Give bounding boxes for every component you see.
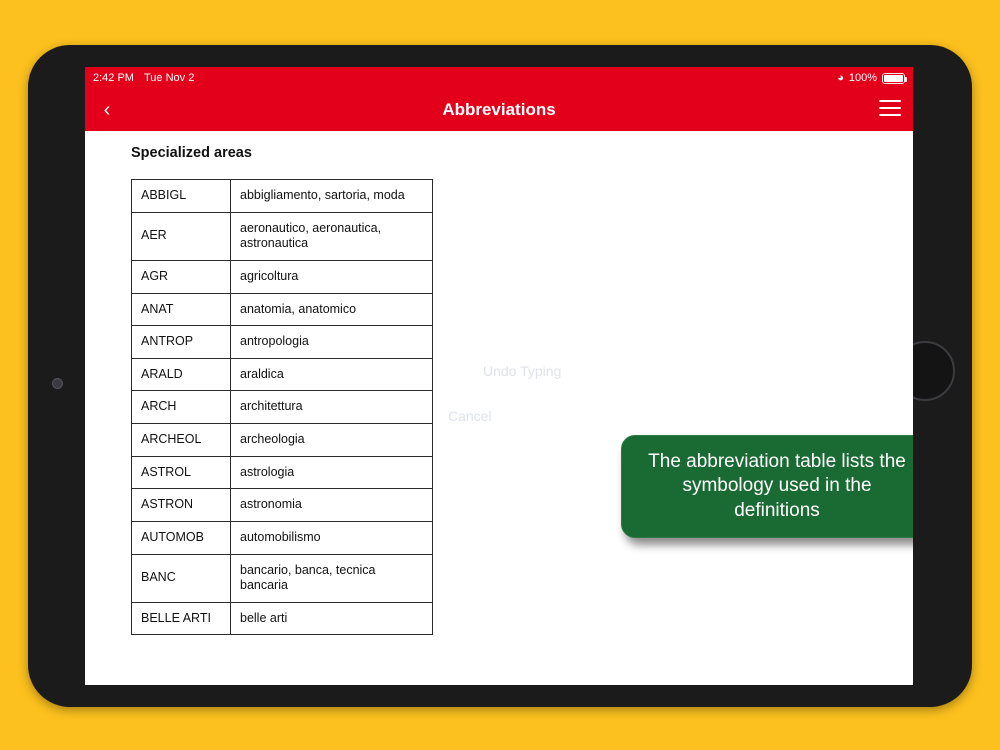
table-cell-meaning: astronomia — [231, 489, 433, 522]
tablet-device-frame — [28, 45, 972, 707]
table-cell-meaning: astrologia — [231, 456, 433, 489]
table-cell-meaning: architettura — [231, 391, 433, 424]
status-date: Tue Nov 2 — [143, 72, 195, 84]
tablet-screen — [85, 67, 913, 685]
table-cell-abbreviation: BELLE ARTI — [132, 602, 231, 635]
status-bar — [85, 67, 913, 89]
wifi-icon: ◕ — [837, 72, 844, 84]
table-cell-abbreviation: ARCHEOL — [132, 424, 231, 457]
content-area — [85, 131, 913, 685]
table-cell-abbreviation: ANAT — [132, 293, 231, 326]
page-title: Abbreviations — [442, 100, 556, 119]
hamburger-menu-icon[interactable] — [879, 100, 901, 120]
battery-icon — [882, 73, 905, 84]
table-cell-meaning: anatomia, anatomico — [231, 293, 433, 326]
table-cell-meaning: agricoltura — [231, 260, 433, 293]
table-cell-meaning: araldica — [231, 358, 433, 391]
table-row[interactable] — [132, 180, 433, 213]
background-undo-typing-label: Undo Typing — [483, 363, 562, 379]
table-cell-meaning: bancario, banca, tecnica bancaria — [231, 554, 433, 602]
table-cell-abbreviation: AGR — [132, 260, 231, 293]
table-row[interactable] — [132, 326, 433, 359]
table-cell-abbreviation: ANTROP — [132, 326, 231, 359]
table-cell-abbreviation: ARALD — [132, 358, 231, 391]
status-bar-left — [93, 67, 194, 89]
table-row[interactable] — [132, 391, 433, 424]
table-cell-abbreviation: ABBIGL — [132, 180, 231, 213]
table-row[interactable] — [132, 489, 433, 522]
battery-level-fill — [884, 75, 903, 82]
abbreviations-table — [131, 179, 433, 635]
front-camera-icon — [52, 378, 63, 389]
callout-tooltip: The abbreviation table lists the symbology used in the definitions — [621, 435, 913, 538]
section-title: Specialized areas — [131, 145, 252, 161]
table-cell-abbreviation: AUTOMOB — [132, 521, 231, 554]
table-cell-abbreviation: ASTROL — [132, 456, 231, 489]
table-row[interactable] — [132, 260, 433, 293]
table-cell-meaning: archeologia — [231, 424, 433, 457]
table-cell-meaning: automobilismo — [231, 521, 433, 554]
background-cancel-label: Cancel — [448, 408, 492, 424]
abbreviations-table-body — [132, 180, 433, 635]
table-cell-meaning: antropologia — [231, 326, 433, 359]
table-cell-abbreviation: AER — [132, 212, 231, 260]
table-row[interactable] — [132, 358, 433, 391]
table-row[interactable] — [132, 602, 433, 635]
table-cell-abbreviation: BANC — [132, 554, 231, 602]
table-cell-abbreviation: ARCH — [132, 391, 231, 424]
table-cell-meaning: aeronautico, aeronautica, astronautica — [231, 212, 433, 260]
navigation-bar — [85, 89, 913, 131]
table-cell-meaning: abbigliamento, sartoria, moda — [231, 180, 433, 213]
table-cell-abbreviation: ASTRON — [132, 489, 231, 522]
table-row[interactable] — [132, 212, 433, 260]
table-row[interactable] — [132, 424, 433, 457]
table-row[interactable] — [132, 293, 433, 326]
status-time: 2:42 PM — [93, 72, 134, 84]
table-row[interactable] — [132, 554, 433, 602]
status-bar-right — [837, 67, 905, 89]
table-row[interactable] — [132, 521, 433, 554]
table-cell-meaning: belle arti — [231, 602, 433, 635]
table-row[interactable] — [132, 456, 433, 489]
chevron-left-icon[interactable]: ‹ — [103, 99, 111, 121]
battery-percent-label: 100% — [848, 72, 877, 84]
